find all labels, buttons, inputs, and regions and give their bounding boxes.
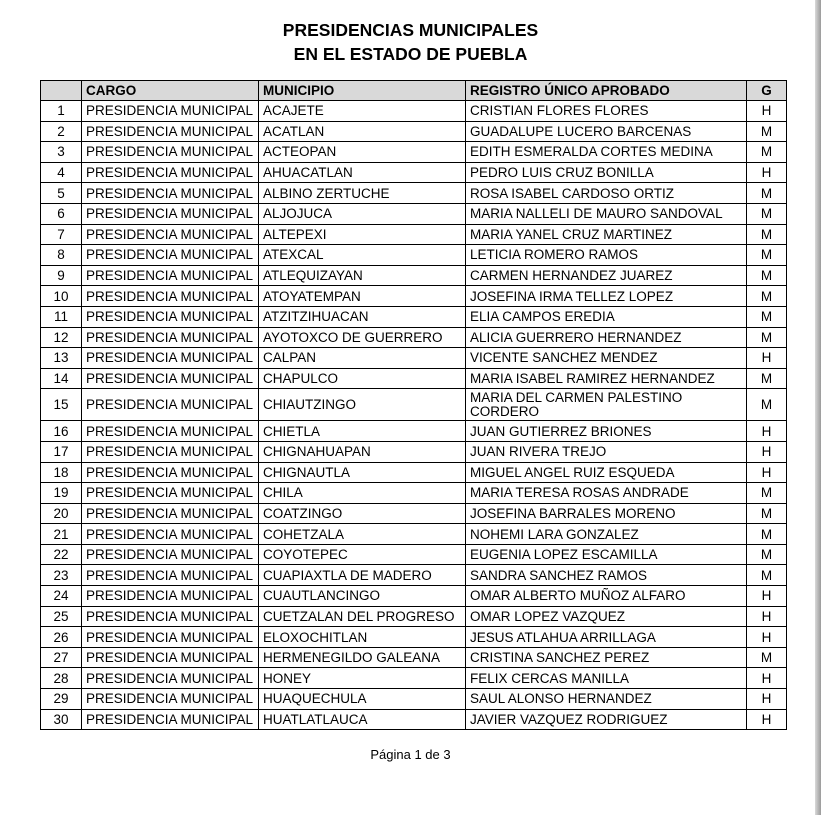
cargo-cell: PRESIDENCIA MUNICIPAL [82, 389, 259, 421]
registro-cell: SAUL ALONSO HERNANDEZ [466, 689, 747, 710]
document-title-line-1: PRESIDENCIAS MUNICIPALES [282, 20, 539, 40]
registro-cell: MIGUEL ANGEL RUIZ ESQUEDA [466, 462, 747, 483]
registro-cell: CRISTIAN FLORES FLORES [466, 101, 747, 122]
registro-cell: VICENTE SANCHEZ MENDEZ [466, 348, 747, 369]
municipio-cell: AHUACATLAN [259, 162, 466, 183]
genero-cell: M [747, 503, 787, 524]
row-number: 26 [41, 627, 82, 648]
row-number: 19 [41, 483, 82, 504]
cargo-cell: PRESIDENCIA MUNICIPAL [82, 224, 259, 245]
table-row [41, 203, 787, 224]
table-row [41, 441, 787, 462]
row-number: 2 [41, 121, 82, 142]
municipio-cell: ACATLAN [259, 121, 466, 142]
table-row [41, 224, 787, 245]
municipio-cell: ATEXCAL [259, 245, 466, 266]
registro-cell: GUADALUPE LUCERO BARCENAS [466, 121, 747, 142]
cargo-cell: PRESIDENCIA MUNICIPAL [82, 524, 259, 545]
genero-cell: M [747, 327, 787, 348]
genero-cell: M [747, 203, 787, 224]
municipio-cell: HONEY [259, 668, 466, 689]
municipio-cell: HERMENEGILDO GALEANA [259, 647, 466, 668]
genero-cell: M [747, 389, 787, 421]
cargo-cell: PRESIDENCIA MUNICIPAL [82, 565, 259, 586]
table-row [41, 503, 787, 524]
row-number: 28 [41, 668, 82, 689]
registro-cell: MARIA YANEL CRUZ MARTINEZ [466, 224, 747, 245]
header-genero: G [747, 81, 787, 101]
genero-cell: M [747, 647, 787, 668]
row-number: 13 [41, 348, 82, 369]
cargo-cell: PRESIDENCIA MUNICIPAL [82, 306, 259, 327]
cargo-cell: PRESIDENCIA MUNICIPAL [82, 441, 259, 462]
page-edge-shadow [815, 0, 821, 815]
row-number: 3 [41, 142, 82, 163]
municipio-cell: CUAPIAXTLA DE MADERO [259, 565, 466, 586]
municipio-cell: HUAQUECHULA [259, 689, 466, 710]
cargo-cell: PRESIDENCIA MUNICIPAL [82, 544, 259, 565]
registro-cell: LETICIA ROMERO RAMOS [466, 245, 747, 266]
row-number: 12 [41, 327, 82, 348]
genero-cell: H [747, 348, 787, 369]
municipio-cell: ACAJETE [259, 101, 466, 122]
municipio-cell: CHIGNAUTLA [259, 462, 466, 483]
registro-cell: JAVIER VAZQUEZ RODRIGUEZ [466, 709, 747, 730]
table-row [41, 306, 787, 327]
municipio-cell: ALBINO ZERTUCHE [259, 183, 466, 204]
row-number: 4 [41, 162, 82, 183]
cargo-cell: PRESIDENCIA MUNICIPAL [82, 668, 259, 689]
page-number: Página 1 de 3 [370, 747, 451, 762]
genero-cell: H [747, 627, 787, 648]
municipio-cell: COHETZALA [259, 524, 466, 545]
table-row [41, 709, 787, 730]
municipio-cell: ATZITZIHUACAN [259, 306, 466, 327]
cargo-cell: PRESIDENCIA MUNICIPAL [82, 348, 259, 369]
header-registro: REGISTRO ÚNICO APROBADO [466, 81, 747, 101]
cargo-cell: PRESIDENCIA MUNICIPAL [82, 265, 259, 286]
cargo-cell: PRESIDENCIA MUNICIPAL [82, 503, 259, 524]
genero-cell: M [747, 368, 787, 389]
row-number: 29 [41, 689, 82, 710]
cargo-cell: PRESIDENCIA MUNICIPAL [82, 203, 259, 224]
genero-cell: M [747, 544, 787, 565]
table-row [41, 142, 787, 163]
row-number: 8 [41, 245, 82, 266]
cargo-cell: PRESIDENCIA MUNICIPAL [82, 709, 259, 730]
header-municipio: MUNICIPIO [259, 81, 466, 101]
row-number: 1 [41, 101, 82, 122]
municipio-cell: CUETZALAN DEL PROGRESO [259, 606, 466, 627]
cargo-cell: PRESIDENCIA MUNICIPAL [82, 245, 259, 266]
municipio-cell: ACTEOPAN [259, 142, 466, 163]
row-number: 20 [41, 503, 82, 524]
table-row [41, 668, 787, 689]
table-row [41, 565, 787, 586]
table-header-row [41, 81, 787, 101]
municipio-cell: ELOXOCHITLAN [259, 627, 466, 648]
registro-cell: JESUS ATLAHUA ARRILLAGA [466, 627, 747, 648]
table-row [41, 327, 787, 348]
cargo-cell: PRESIDENCIA MUNICIPAL [82, 142, 259, 163]
row-number: 14 [41, 368, 82, 389]
cargo-cell: PRESIDENCIA MUNICIPAL [82, 606, 259, 627]
genero-cell: H [747, 586, 787, 607]
cargo-cell: PRESIDENCIA MUNICIPAL [82, 421, 259, 442]
cargo-cell: PRESIDENCIA MUNICIPAL [82, 483, 259, 504]
municipio-cell: HUATLATLAUCA [259, 709, 466, 730]
genero-cell: M [747, 565, 787, 586]
registro-cell: JOSEFINA BARRALES MORENO [466, 503, 747, 524]
municipio-cell: CHIETLA [259, 421, 466, 442]
row-number: 17 [41, 441, 82, 462]
cargo-cell: PRESIDENCIA MUNICIPAL [82, 183, 259, 204]
table-row [41, 689, 787, 710]
genero-cell: H [747, 162, 787, 183]
table-row [41, 462, 787, 483]
registro-cell: ROSA ISABEL CARDOSO ORTIZ [466, 183, 747, 204]
genero-cell: M [747, 183, 787, 204]
row-number: 30 [41, 709, 82, 730]
table-row [41, 647, 787, 668]
table-row [41, 483, 787, 504]
table-row [41, 265, 787, 286]
row-number: 27 [41, 647, 82, 668]
genero-cell: H [747, 668, 787, 689]
registro-cell: JUAN GUTIERREZ BRIONES [466, 421, 747, 442]
genero-cell: M [747, 306, 787, 327]
municipio-cell: COATZINGO [259, 503, 466, 524]
genero-cell: H [747, 606, 787, 627]
table-row [41, 421, 787, 442]
registro-cell: MARIA DEL CARMEN PALESTINO CORDERO [466, 389, 747, 421]
registro-cell: PEDRO LUIS CRUZ BONILLA [466, 162, 747, 183]
genero-cell: M [747, 224, 787, 245]
genero-cell: M [747, 245, 787, 266]
genero-cell: M [747, 142, 787, 163]
registro-cell: CARMEN HERNANDEZ JUAREZ [466, 265, 747, 286]
genero-cell: M [747, 286, 787, 307]
row-number: 15 [41, 389, 82, 421]
row-number: 23 [41, 565, 82, 586]
table-body [41, 101, 787, 730]
registro-cell: EDITH ESMERALDA CORTES MEDINA [466, 142, 747, 163]
cargo-cell: PRESIDENCIA MUNICIPAL [82, 101, 259, 122]
registro-cell: CRISTINA SANCHEZ PEREZ [466, 647, 747, 668]
genero-cell: H [747, 441, 787, 462]
row-number: 6 [41, 203, 82, 224]
genero-cell: H [747, 421, 787, 442]
row-number: 10 [41, 286, 82, 307]
row-number: 7 [41, 224, 82, 245]
cargo-cell: PRESIDENCIA MUNICIPAL [82, 286, 259, 307]
registro-cell: MARIA NALLELI DE MAURO SANDOVAL [466, 203, 747, 224]
cargo-cell: PRESIDENCIA MUNICIPAL [82, 586, 259, 607]
registro-cell: MARIA ISABEL RAMIREZ HERNANDEZ [466, 368, 747, 389]
municipio-cell: AYOTOXCO DE GUERRERO [259, 327, 466, 348]
municipio-cell: CUAUTLANCINGO [259, 586, 466, 607]
genero-cell: M [747, 524, 787, 545]
genero-cell: H [747, 101, 787, 122]
cargo-cell: PRESIDENCIA MUNICIPAL [82, 121, 259, 142]
registro-cell: OMAR LOPEZ VAZQUEZ [466, 606, 747, 627]
table-row [41, 101, 787, 122]
row-number: 9 [41, 265, 82, 286]
municipio-cell: ALTEPEXI [259, 224, 466, 245]
row-number: 25 [41, 606, 82, 627]
municipio-cell: CHIAUTZINGO [259, 389, 466, 421]
municipio-cell: CHIGNAHUAPAN [259, 441, 466, 462]
registro-cell: ALICIA GUERRERO HERNANDEZ [466, 327, 747, 348]
table-row [41, 348, 787, 369]
row-number: 21 [41, 524, 82, 545]
cargo-cell: PRESIDENCIA MUNICIPAL [82, 368, 259, 389]
table-row [41, 121, 787, 142]
registro-cell: ELIA CAMPOS EREDIA [466, 306, 747, 327]
registro-cell: MARIA TERESA ROSAS ANDRADE [466, 483, 747, 504]
table-row [41, 389, 787, 421]
row-number: 5 [41, 183, 82, 204]
genero-cell: H [747, 689, 787, 710]
table-row [41, 627, 787, 648]
registro-cell: OMAR ALBERTO MUÑOZ ALFARO [466, 586, 747, 607]
registro-cell: EUGENIA LOPEZ ESCAMILLA [466, 544, 747, 565]
genero-cell: M [747, 121, 787, 142]
results-table [40, 80, 787, 730]
genero-cell: M [747, 483, 787, 504]
registro-cell: NOHEMI LARA GONZALEZ [466, 524, 747, 545]
table-row [41, 286, 787, 307]
genero-cell: M [747, 265, 787, 286]
municipio-cell: COYOTEPEC [259, 544, 466, 565]
municipio-cell: CALPAN [259, 348, 466, 369]
document-title-line-2: EN EL ESTADO DE PUEBLA [293, 44, 528, 64]
cargo-cell: PRESIDENCIA MUNICIPAL [82, 689, 259, 710]
row-number: 16 [41, 421, 82, 442]
registro-cell: SANDRA SANCHEZ RAMOS [466, 565, 747, 586]
cargo-cell: PRESIDENCIA MUNICIPAL [82, 647, 259, 668]
table-row [41, 162, 787, 183]
cargo-cell: PRESIDENCIA MUNICIPAL [82, 627, 259, 648]
cargo-cell: PRESIDENCIA MUNICIPAL [82, 462, 259, 483]
municipio-cell: ATOYATEMPAN [259, 286, 466, 307]
row-number: 18 [41, 462, 82, 483]
genero-cell: H [747, 709, 787, 730]
table-row [41, 368, 787, 389]
municipio-cell: CHAPULCO [259, 368, 466, 389]
table-row [41, 524, 787, 545]
registro-cell: JOSEFINA IRMA TELLEZ LOPEZ [466, 286, 747, 307]
table-row [41, 544, 787, 565]
municipio-cell: ATLEQUIZAYAN [259, 265, 466, 286]
table-row [41, 586, 787, 607]
row-number: 22 [41, 544, 82, 565]
table-row [41, 183, 787, 204]
table-row [41, 606, 787, 627]
registro-cell: FELIX CERCAS MANILLA [466, 668, 747, 689]
row-number: 24 [41, 586, 82, 607]
table-row [41, 245, 787, 266]
cargo-cell: PRESIDENCIA MUNICIPAL [82, 162, 259, 183]
genero-cell: H [747, 462, 787, 483]
municipio-cell: ALJOJUCA [259, 203, 466, 224]
row-number: 11 [41, 306, 82, 327]
cargo-cell: PRESIDENCIA MUNICIPAL [82, 327, 259, 348]
header-number [41, 81, 82, 101]
header-cargo: CARGO [82, 81, 259, 101]
registro-cell: JUAN RIVERA TREJO [466, 441, 747, 462]
municipio-cell: CHILA [259, 483, 466, 504]
